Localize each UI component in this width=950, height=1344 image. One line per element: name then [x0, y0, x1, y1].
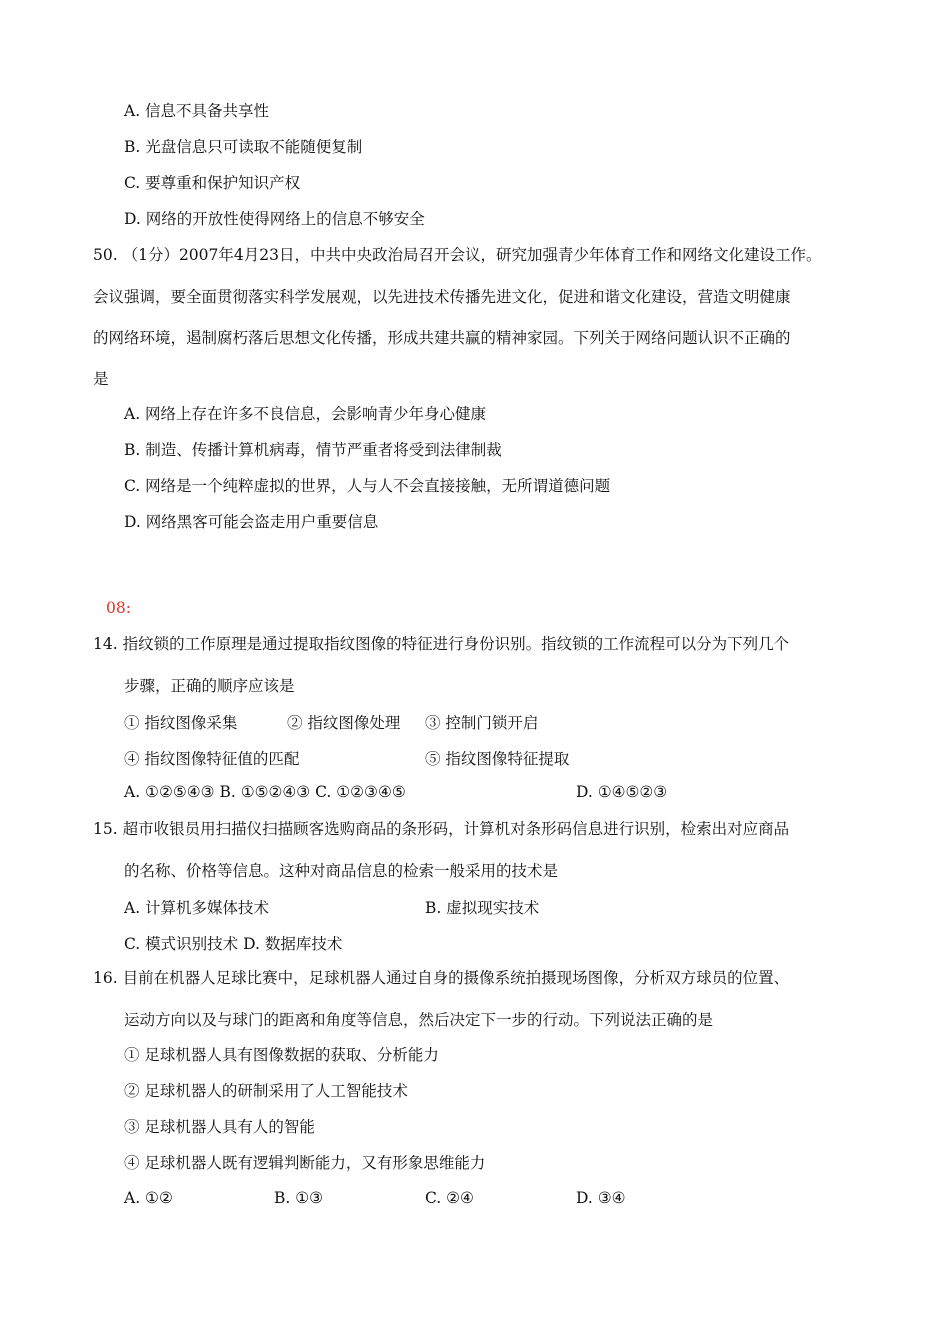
q14-step-1: ① 指纹图像采集	[124, 714, 238, 732]
q50-option-c: C. 网络是一个纯粹虚拟的世界，人与人不会直接接触，无所谓道德问题	[124, 477, 611, 495]
q50-option-a: A. 网络上存在许多不良信息，会影响青少年身心健康	[124, 405, 487, 423]
option-c: C. 要尊重和保护知识产权	[124, 174, 301, 192]
q50-stem-line-3: 的网络环境，遏制腐朽落后思想文化传播，形成共建共赢的精神家园。下列关于网络问题认识不正确的	[93, 329, 791, 347]
q50-option-b: B. 制造、传播计算机病毒，情节严重者将受到法律制裁	[124, 441, 502, 459]
q16-option-b: B. ①③	[274, 1189, 324, 1207]
q16-statement-1: ① 足球机器人具有图像数据的获取、分析能力	[124, 1046, 439, 1064]
q15-options-cd: C. 模式识别技术 D. 数据库技术	[124, 935, 343, 953]
option-a: A. 信息不具备共享性	[124, 102, 270, 120]
q16-option-a: A. ①②	[124, 1189, 173, 1207]
option-b: B. 光盘信息只可读取不能随便复制	[124, 138, 363, 156]
q14-step-5: ⑤ 指纹图像特征提取	[425, 750, 570, 768]
q50-stem-line-1: 50. （1分）2007年4月23日，中共中央政治局召开会议，研究加强青少年体育工作和网络文化建设工作。	[93, 246, 822, 264]
q16-statement-4: ④ 足球机器人既有逻辑判断能力，又有形象思维能力	[124, 1154, 486, 1172]
q16-statement-3: ③ 足球机器人具有人的智能	[124, 1118, 315, 1136]
q16-stem-line-1: 16. 目前在机器人足球比赛中，足球机器人通过自身的摄像系统拍摄现场图像，分析双方球员的位置、	[93, 969, 790, 987]
q14-step-2: ② 指纹图像处理	[287, 714, 401, 732]
q50-stem-line-4: 是	[93, 370, 109, 388]
q50-stem-line-2: 会议强调，要全面贯彻落实科学发展观，以先进技术传播先进文化，促进和谐文化建设，营造文明健康	[93, 288, 791, 306]
q14-stem-line-2: 步骤，正确的顺序应该是	[124, 677, 295, 695]
q16-statement-2: ② 足球机器人的研制采用了人工智能技术	[124, 1082, 408, 1100]
q14-step-4: ④ 指纹图像特征值的匹配	[124, 750, 300, 768]
option-d: D. 网络的开放性使得网络上的信息不够安全	[124, 210, 425, 228]
q15-stem-line-1: 15. 超市收银员用扫描仪扫描顾客选购商品的条形码，计算机对条形码信息进行识别，检索出对应商品	[93, 820, 790, 838]
q14-stem-line-1: 14. 指纹锁的工作原理是通过提取指纹图像的特征进行身份识别。指纹锁的工作流程可以分为下列几个	[93, 635, 790, 653]
q15-option-b: B. 虚拟现实技术	[425, 899, 540, 917]
section-marker: 08:	[106, 599, 131, 617]
q16-stem-line-2: 运动方向以及与球门的距离和角度等信息，然后决定下一步的行动。下列说法正确的是	[124, 1011, 714, 1029]
q15-stem-line-2: 的名称、价格等信息。这种对商品信息的检索一般采用的技术是	[124, 862, 559, 880]
q16-option-d: D. ③④	[576, 1189, 626, 1207]
q14-step-3: ③ 控制门锁开启	[425, 714, 539, 732]
q15-option-a: A. 计算机多媒体技术	[124, 899, 270, 917]
q16-option-c: C. ②④	[425, 1189, 474, 1207]
q14-options-abc: A. ①②⑤④③ B. ①⑤②④③ C. ①②③④⑤	[124, 783, 406, 801]
q14-option-d: D. ①④⑤②③	[576, 783, 668, 801]
q50-option-d: D. 网络黑客可能会盗走用户重要信息	[124, 513, 379, 531]
